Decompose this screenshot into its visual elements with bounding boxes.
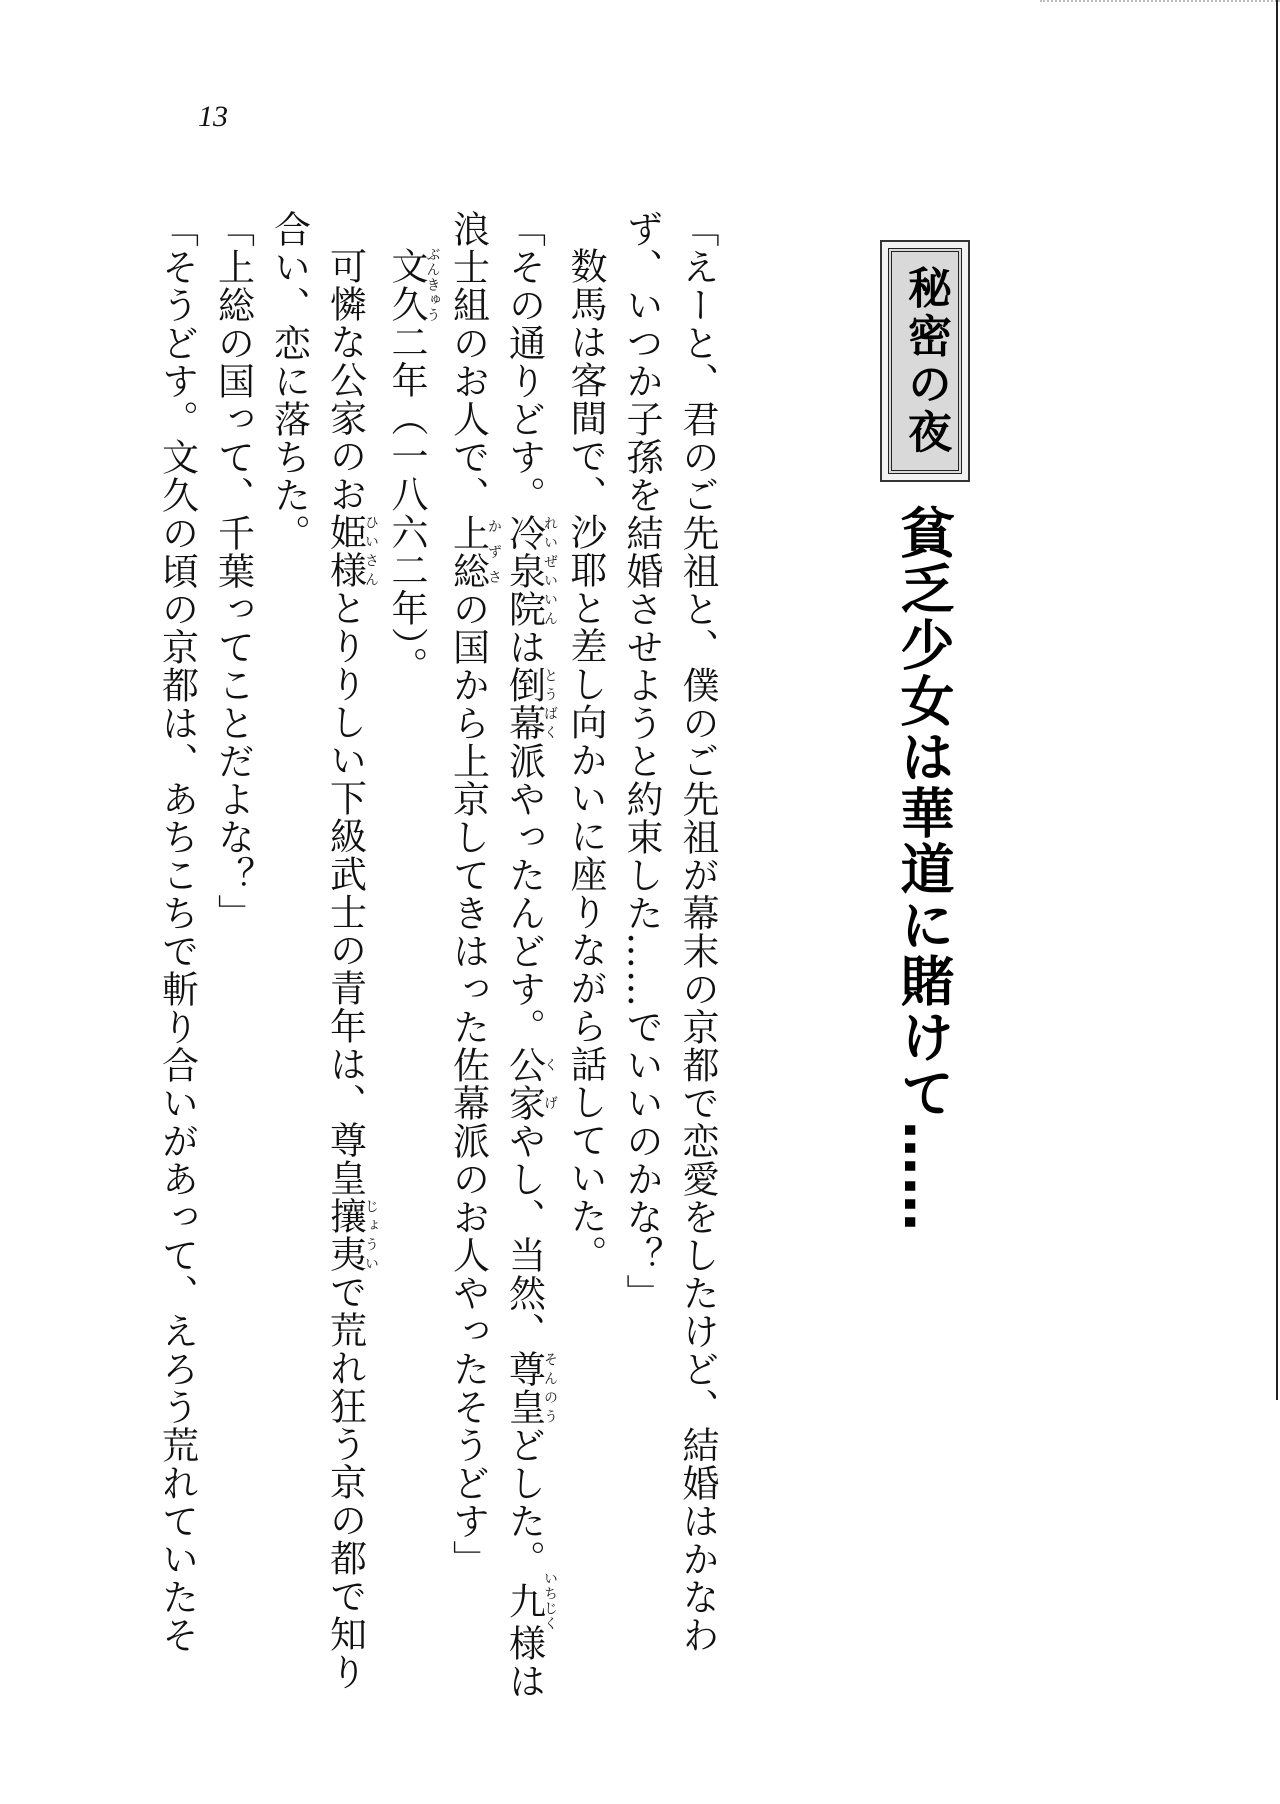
ruby-word [502, 666, 558, 742]
ruby-base: 上総 [446, 514, 490, 590]
ruby-word [323, 1197, 379, 1273]
chapter-title: 秘密の夜 [900, 265, 951, 457]
text-run: とりりしい下級武士の青年は、尊皇 [323, 589, 367, 1197]
ruby-word [502, 1571, 558, 1631]
paragraph [205, 210, 261, 1710]
ruby-base: 尊皇 [502, 1350, 546, 1426]
page-number: 13 [198, 100, 228, 133]
ruby-base: 様 [323, 551, 367, 589]
ruby-reading: いちじく [542, 1571, 558, 1631]
paragraph [440, 210, 558, 1710]
ruby-reading: れいぜいいん [542, 514, 558, 628]
ruby-reading: ぶんきゅう [424, 247, 441, 323]
story-title: 貧乏少女は華道に賭けて…… [892, 505, 955, 1233]
text-run: どした。 [502, 1426, 546, 1578]
ruby-reading: そんのう [542, 1350, 558, 1426]
ruby-word [323, 551, 379, 589]
paragraph [261, 210, 379, 1710]
top-edge-marks [1040, 0, 1280, 10]
body-text [149, 210, 726, 1710]
ruby-reading: とうばく [542, 666, 558, 742]
text-run: 数馬は客間で、沙耶と差し向かいに座りながら話していた。 [564, 247, 607, 1273]
text-run: 二年（一八六二年）。 [385, 323, 428, 685]
ruby-word [502, 514, 558, 628]
text-run: の国から上京してきはった佐幕派のお人やったそうどす」 [446, 590, 490, 1578]
page-edge-rule [1276, 0, 1278, 1400]
text-run: は [502, 628, 546, 666]
paragraph [378, 210, 440, 1710]
paragraph [149, 210, 205, 1710]
chapter-title-box [880, 240, 970, 482]
ruby-base: 九 [502, 1571, 546, 1631]
ruby-word [446, 514, 502, 590]
text-run: 「えーと、君のご先祖と、僕のご先祖が幕末の京都で恋愛をしたけど、結婚はかなわず、いつか子孫を結婚させようと約束した……でいいのかな？」 [620, 210, 719, 1654]
ruby-base: 公家 [502, 1046, 546, 1122]
text-run: 様は浪士組のお人で、 [446, 210, 546, 1700]
ruby-reading: さん [363, 551, 379, 589]
ruby-base: 文久 [385, 247, 428, 323]
ruby-word [385, 247, 441, 323]
ruby-word [502, 1350, 558, 1426]
ruby-reading: かずさ [486, 514, 502, 590]
chapter-title-frame [888, 248, 962, 474]
text-run: 派やったんどす。 [502, 742, 546, 1046]
ruby-reading: ひい [363, 513, 379, 551]
text-run: 可憐な公家のお [323, 247, 367, 513]
paragraph [557, 210, 613, 1710]
ruby-word [323, 513, 379, 551]
text-run: で荒れ狂う京の都で知り合い、恋に落ちた。 [267, 210, 367, 1691]
ruby-reading: くげ [542, 1046, 558, 1122]
text-run: やし、当然、 [502, 1122, 546, 1350]
ruby-reading: じょうい [363, 1197, 379, 1273]
text-run: 「上総の国って、千葉ってことだよな？」 [211, 210, 255, 932]
ruby-base: 攘夷 [323, 1197, 367, 1273]
ruby-base: 倒幕 [502, 666, 546, 742]
ruby-base: 冷泉院 [502, 514, 546, 628]
text-run: 「その通りどす。 [502, 210, 546, 514]
ruby-word [502, 1046, 558, 1122]
ruby-base: 姫 [323, 513, 367, 551]
paragraph [613, 210, 725, 1710]
text-run: 「そうどす。文久の頃の京都は、あちこちで斬り合いがあって、えろう荒れていたそ [155, 210, 199, 1654]
